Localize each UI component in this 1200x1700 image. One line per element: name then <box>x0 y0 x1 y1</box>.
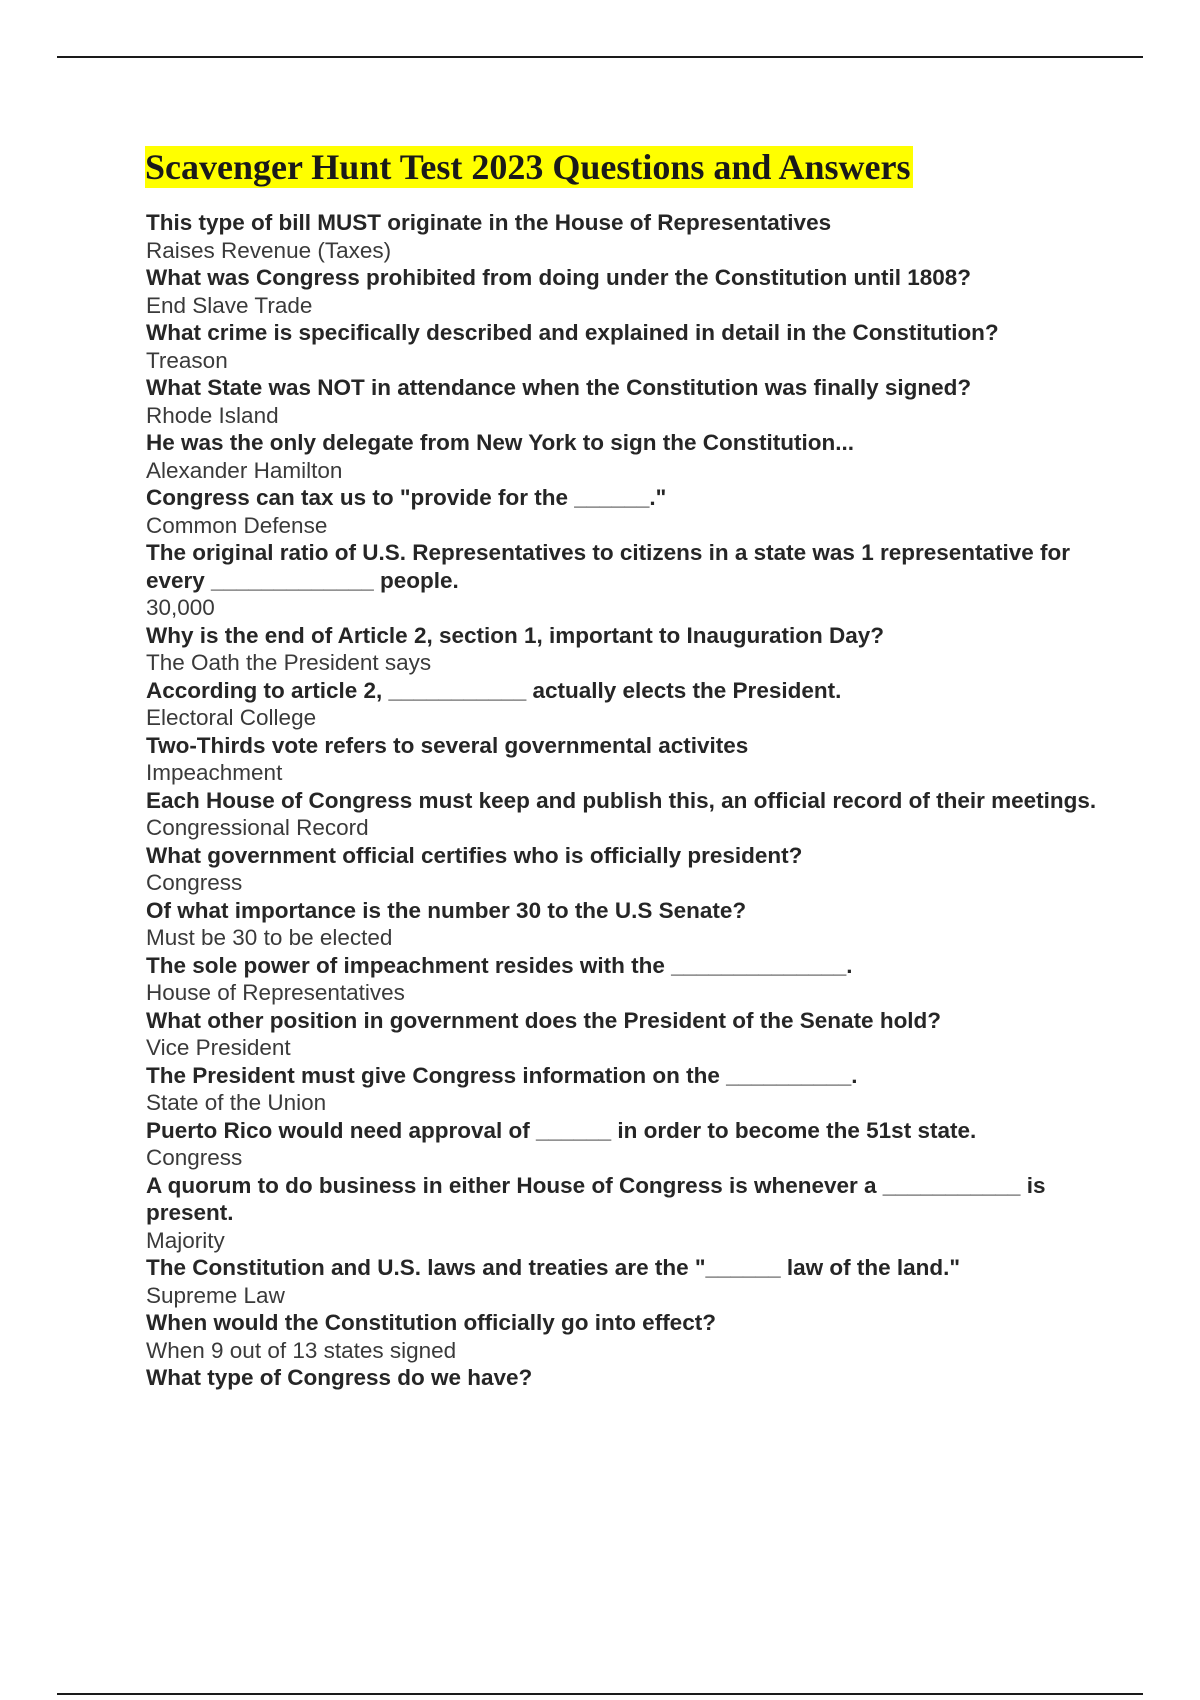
question-text: What State was NOT in attendance when the Constitution was finally signed? <box>146 375 972 400</box>
qa-item <box>146 787 1106 842</box>
header-rule <box>57 56 1143 58</box>
question-text: A quorum to do business in either House of Congress is whenever a ___________ is present. <box>146 1172 1046 1225</box>
qa-item <box>146 952 1106 1007</box>
qa-item <box>146 1007 1106 1062</box>
answer-text: Electoral College <box>146 705 317 730</box>
answer-text: When 9 out of 13 states signed <box>146 1337 457 1363</box>
question-text: Why is the end of Article 2, section 1, important to Inauguration Day? <box>146 622 884 648</box>
answer-text: State of the Union <box>146 1090 327 1115</box>
qa-item <box>146 374 1106 429</box>
answer-text: Raises Revenue (Taxes) <box>146 237 392 263</box>
answer-text: Common Defense <box>146 512 328 538</box>
question-text: Puerto Rico would need approval of ______ in order to become the 51st state. <box>146 1117 977 1143</box>
question-text: Each House of Congress must keep and publish this, an official record of their meetings. <box>146 787 1097 813</box>
answer-text: Alexander Hamilton <box>146 457 343 483</box>
answer-text: Rhode Island <box>146 402 279 428</box>
question-text: Of what importance is the number 30 to the U.S Senate? <box>146 897 747 923</box>
question-text: What crime is specifically described and explained in detail in the Constitution? <box>146 320 999 345</box>
qa-item <box>146 1364 1106 1392</box>
question-text: He was the only delegate from New York to sign the Constitution... <box>146 430 855 455</box>
answer-text: Congress <box>146 1145 243 1170</box>
qa-item <box>146 209 1106 264</box>
answer-text: Vice President <box>146 1035 291 1060</box>
question-text: The Constitution and U.S. laws and treaties are the "______ law of the land." <box>146 1255 961 1280</box>
qa-item <box>146 539 1106 622</box>
answer-text: Congress <box>146 870 243 895</box>
qa-item <box>146 264 1106 319</box>
question-text: What type of Congress do we have? <box>146 1365 533 1390</box>
answer-text: The Oath the President says <box>146 650 432 675</box>
question-text: What other position in government does the President of the Senate hold? <box>146 1007 942 1033</box>
answer-text: Impeachment <box>146 760 283 785</box>
qa-item <box>146 1117 1106 1172</box>
qa-item <box>146 319 1106 374</box>
question-text: According to article 2, ___________ actually elects the President. <box>146 677 842 703</box>
question-text: The President must give Congress information on the __________. <box>146 1062 858 1088</box>
qa-item <box>146 484 1106 539</box>
answer-text: Must be 30 to be elected <box>146 925 393 950</box>
question-text: What was Congress prohibited from doing under the Constitution until 1808? <box>146 265 972 290</box>
document-body <box>146 146 1106 1392</box>
qa-item <box>146 622 1106 677</box>
answer-text: 30,000 <box>146 595 215 620</box>
question-text: The original ratio of U.S. Representatives to citizens in a state was 1 representative for every _____________ people. <box>146 540 1071 593</box>
qa-item <box>146 1254 1106 1309</box>
question-text: Two-Thirds vote refers to several governmental activites <box>146 732 749 758</box>
question-text: The sole power of impeachment resides with the ______________. <box>146 952 853 978</box>
qa-item <box>146 1309 1106 1364</box>
answer-text: End Slave Trade <box>146 292 313 318</box>
qa-item <box>146 677 1106 732</box>
qa-item <box>146 897 1106 952</box>
question-text: This type of bill MUST originate in the House of Representatives <box>146 210 832 235</box>
question-text: Congress can tax us to "provide for the ______." <box>146 485 667 510</box>
answer-text: Majority <box>146 1227 225 1253</box>
qa-item <box>146 732 1106 787</box>
document-title: Scavenger Hunt Test 2023 Questions and Answers <box>145 146 913 188</box>
answer-text: Supreme Law <box>146 1282 285 1308</box>
question-text: What government official certifies who is officially president? <box>146 842 803 868</box>
answer-text: House of Representatives <box>146 980 405 1005</box>
qa-list <box>146 209 1106 1392</box>
qa-item <box>146 1062 1106 1117</box>
qa-item <box>146 1172 1106 1255</box>
answer-text: Congressional Record <box>146 815 369 840</box>
question-text: When would the Constitution officially go into effect? <box>146 1310 716 1335</box>
qa-item <box>146 429 1106 484</box>
qa-item <box>146 842 1106 897</box>
answer-text: Treason <box>146 347 228 373</box>
footer-rule <box>57 1693 1143 1695</box>
